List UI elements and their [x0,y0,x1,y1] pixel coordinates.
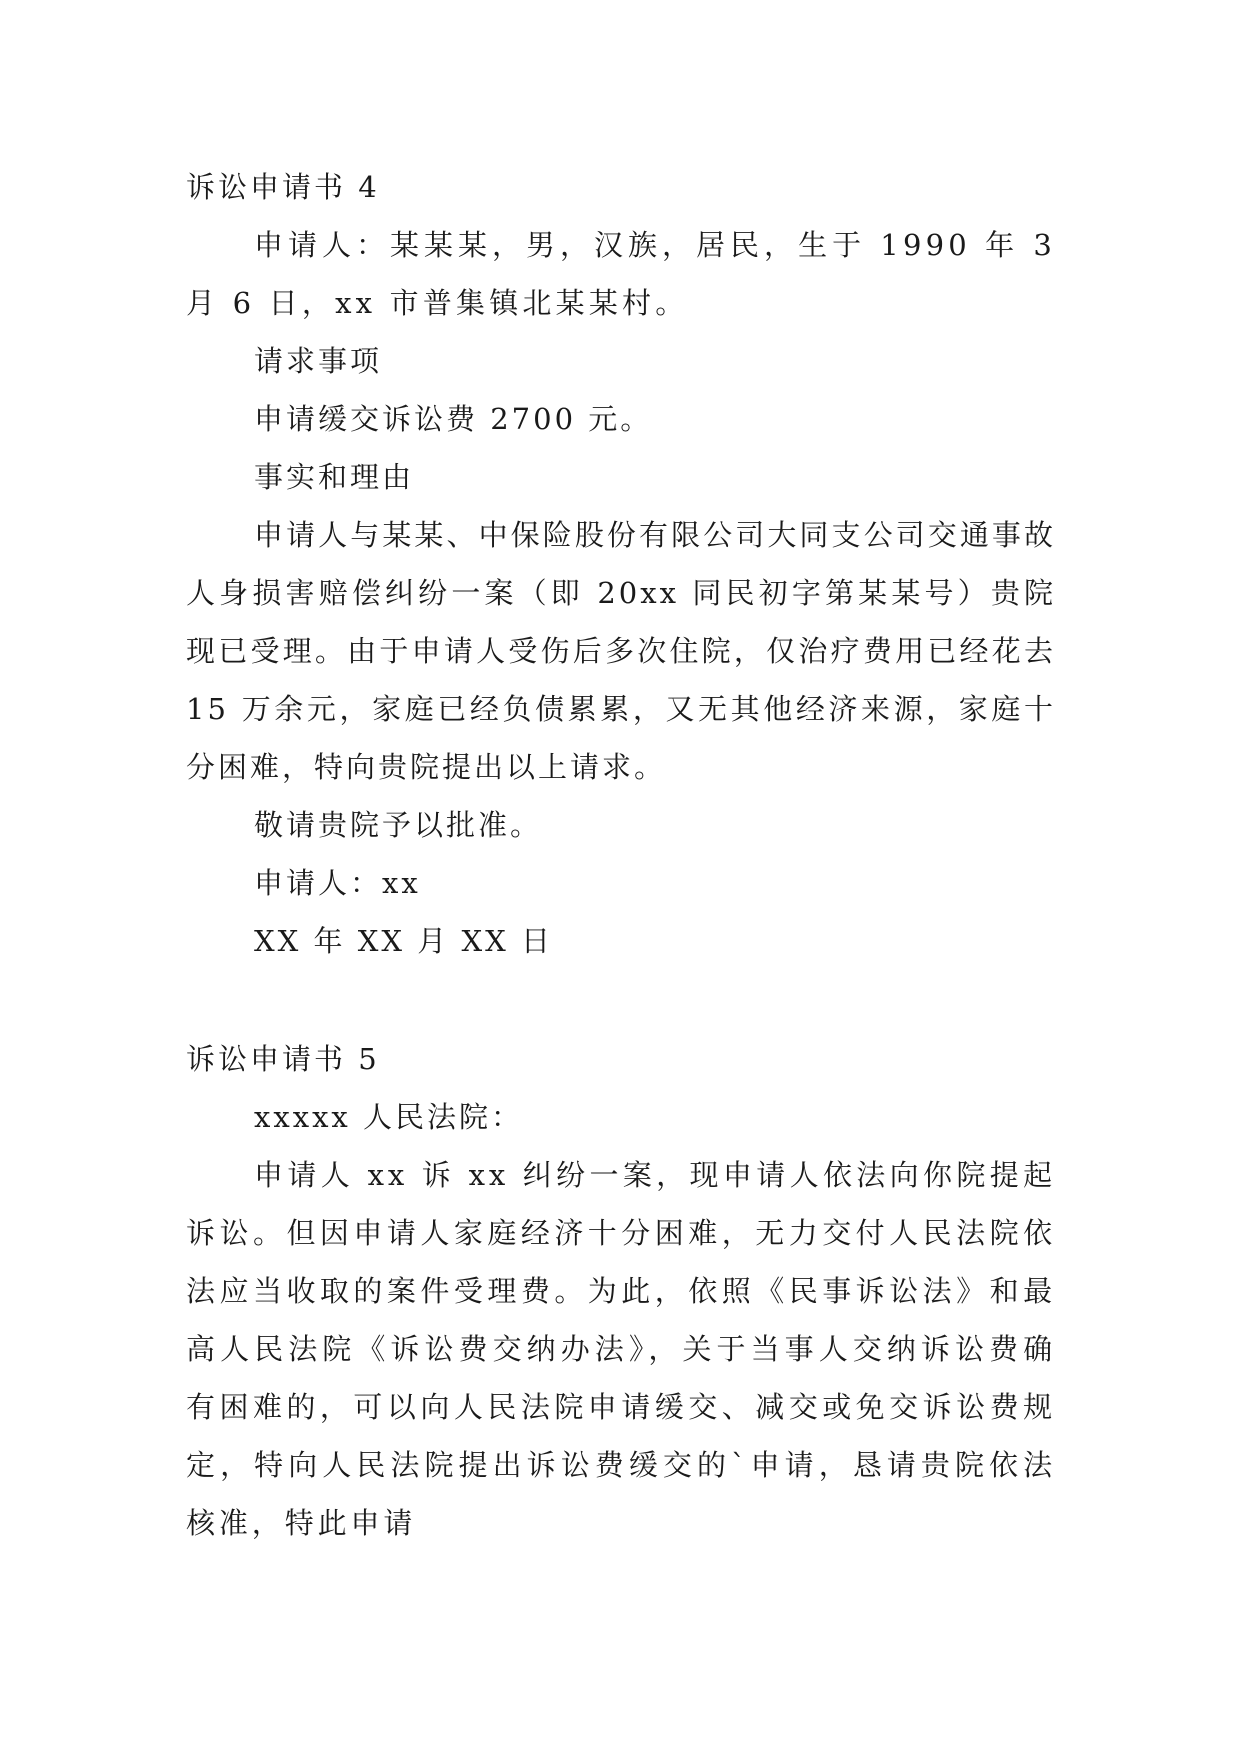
closing-text: 敬请贵院予以批准。 [254,808,543,842]
application-section-5 [186,1030,1056,1552]
addressee-line: xxxxx 人民法院： [254,1100,523,1134]
applicant-info: 申请人：某某某，男，汉族，居民，生于 1990 年 3 月 6 日，xx 市普集镇北某某村。 [186,228,1056,320]
facts-heading: 事实和理由 [254,460,415,494]
claims-heading: 请求事项 [254,344,383,378]
date-line: XX 年 XX 月 XX 日 [254,924,553,958]
section-4-title: 诉讼申请书 4 [186,170,380,204]
section-5-title: 诉讼申请书 5 [186,1042,380,1076]
facts-text: 申请人与某某、中保险股份有限公司大同支公司交通事故人身损害赔偿纠纷一案（即 20xx 同民初字第某某号）贵院现已受理。由于申请人受伤后多次住院，仅治疗费用已经花去 15 万余元，家庭已经负债累累，又无其他经济来源，家庭十分困难，特向贵院提出以上请求。 [186,518,1056,784]
claims-text: 申请缓交诉讼费 2700 元。 [254,402,653,436]
application-section-4 [186,158,1056,970]
signature-line: 申请人：xx [254,866,421,900]
application-body: 申请人 xx 诉 xx 纠纷一案，现申请人依法向你院提起诉讼。但因申请人家庭经济十分困难，无力交付人民法院依法应当收取的案件受理费。为此，依照《民事诉讼法》和最高人民法院《诉讼费交纳办法》，关于当事人交纳诉讼费确有困难的，可以向人民法院申请缓交、减交或免交诉讼费规定，特向人民法院提出诉讼费缓交的`申请，恳请贵院依法核准，特此申请 [186,1158,1056,1540]
